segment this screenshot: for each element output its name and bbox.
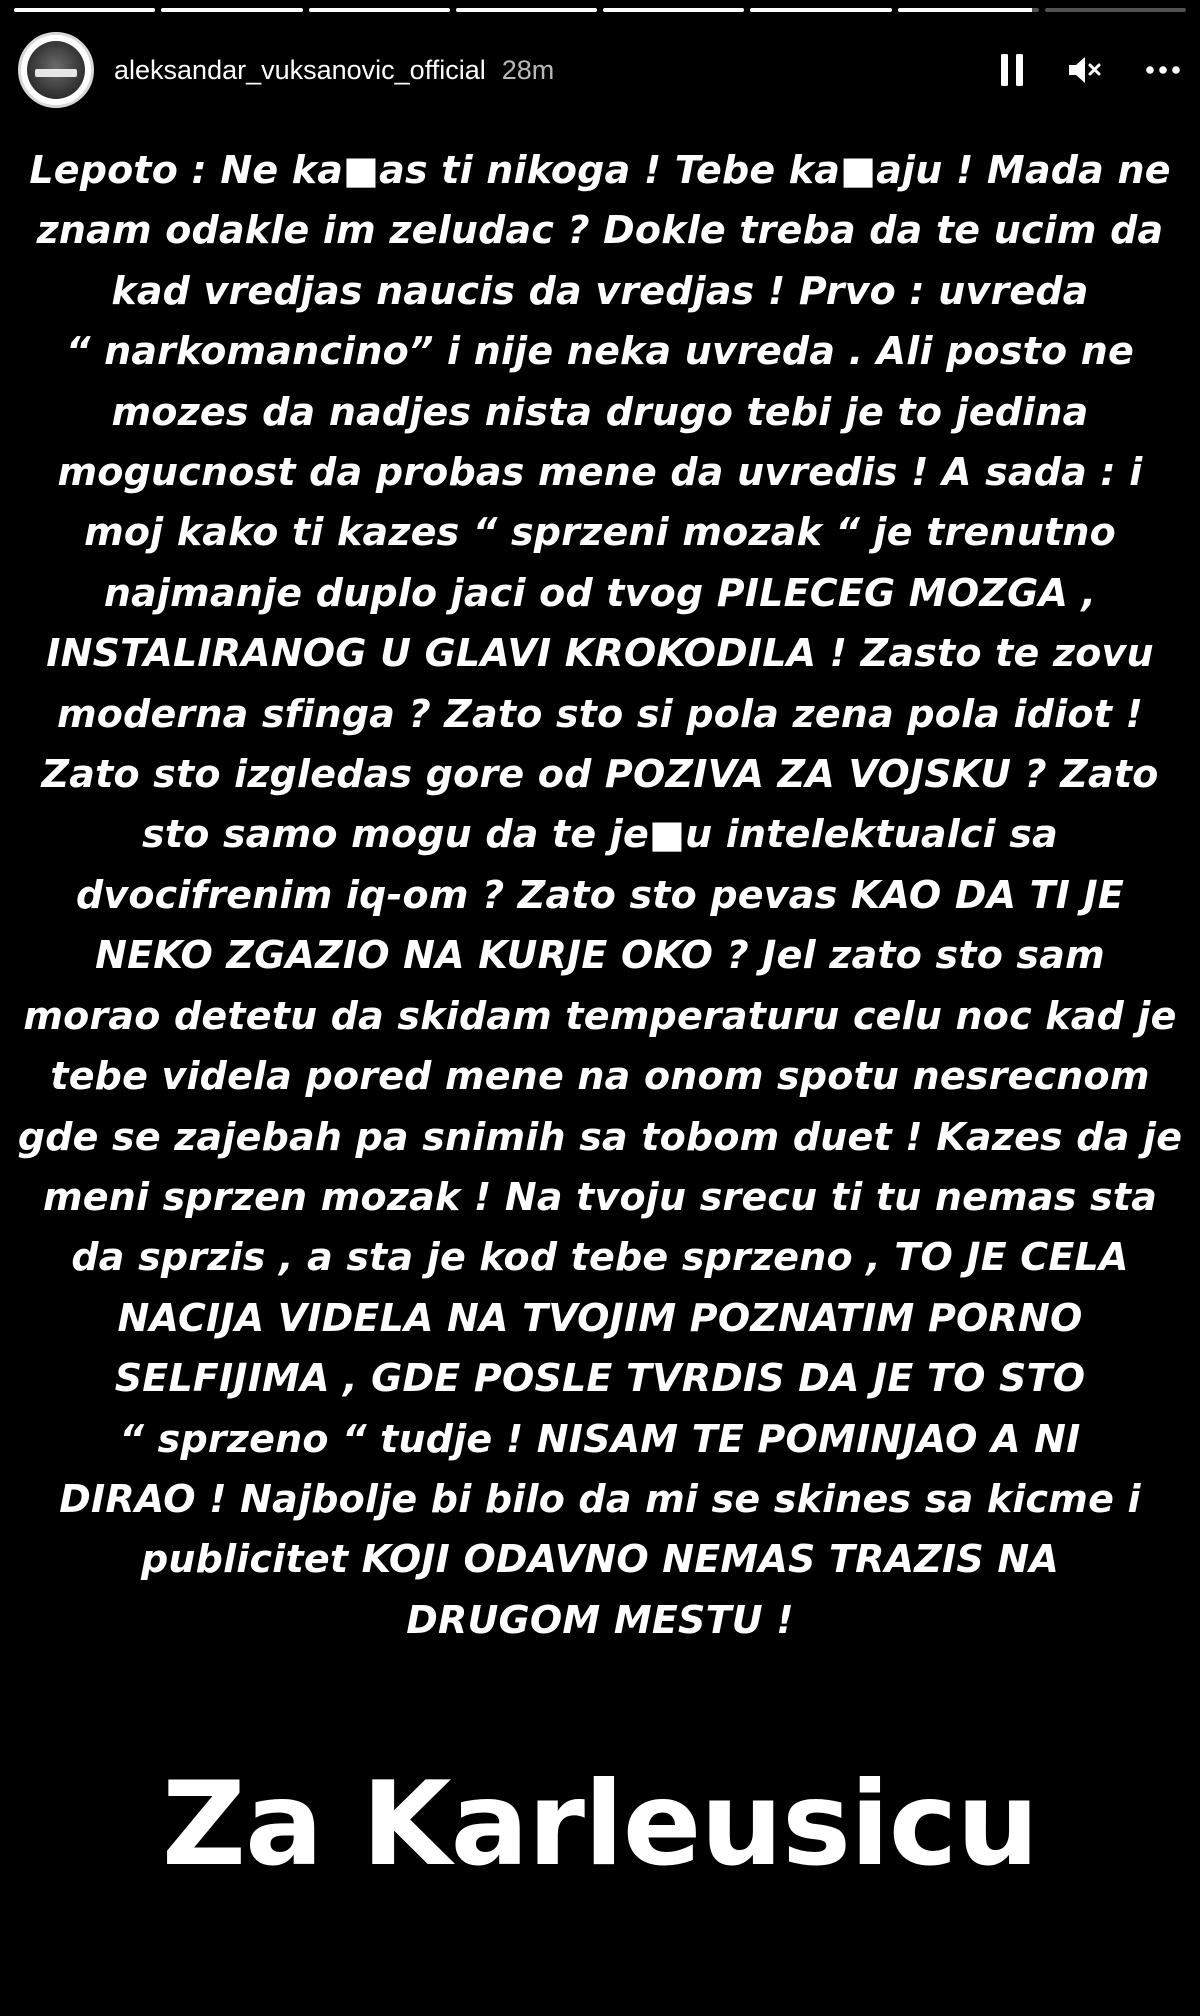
- story-header: [18, 30, 1180, 110]
- story-text-line: najmanje duplo jaci od tvog PILECEG MOZGA ,: [103, 570, 1097, 615]
- story-text-line: gde se zajebah pa snimih sa tobom duet ! Kazes da je: [17, 1114, 1183, 1159]
- story-text-line: morao detetu da skidam temperaturu celu noc kad je: [23, 993, 1177, 1038]
- story-text-line: da sprzis , a sta je kod tebe sprzeno , TO JE CELA: [71, 1235, 1129, 1280]
- progress-segment: [603, 8, 744, 12]
- story-text-line: INSTALIRANOG U GLAVI KROKODILA ! Zasto te zovu: [46, 631, 1154, 676]
- story-text-line: kad vredjas naucis da vredjas ! Prvo : uvreda: [111, 268, 1089, 313]
- progress-segment: [1045, 8, 1186, 12]
- story-text-line: DRUGOM MESTU !: [406, 1597, 794, 1642]
- story-text-line: “ narkomancino” i nije neka uvreda . Ali posto ne: [65, 329, 1134, 374]
- avatar[interactable]: [18, 32, 94, 108]
- story-text-line: SELFIJIMA , GDE POSLE TVRDIS DA JE TO STO: [114, 1356, 1086, 1401]
- story-text-line: meni sprzen mozak ! Na tvoju srecu ti tu nemas sta: [42, 1174, 1158, 1219]
- story-text-line: DIRAO ! Najbolje bi bilo da mi se skines sa kicme i: [59, 1476, 1141, 1521]
- story-controls: [1000, 53, 1180, 87]
- progress-segment: [161, 8, 302, 12]
- story-text-line: mogucnost da probas mene da uvredis ! A sada : i: [57, 450, 1143, 495]
- progress-segment: [14, 8, 155, 12]
- pause-icon[interactable]: [1000, 53, 1024, 87]
- story-progress-bar: [14, 8, 1186, 12]
- progress-segment: [898, 8, 1039, 12]
- story-text-line: tebe videla pored mene na onom spotu nesrecnom: [50, 1054, 1150, 1099]
- story-text: [0, 140, 1200, 1650]
- story-text-line: NACIJA VIDELA NA TVOJIM POZNATIM PORNO: [117, 1295, 1083, 1340]
- story-text-line: moderna sfinga ? Zato sto si pola zena pola idiot !: [56, 691, 1144, 736]
- progress-segment: [456, 8, 597, 12]
- story-text-line: Lepoto : Ne ka■as ti nikoga ! Tebe ka■aju ! Mada ne: [29, 148, 1171, 192]
- story-text-line: znam odakle im zeludac ? Dokle treba da te ucim da: [36, 208, 1164, 253]
- mute-icon[interactable]: [1068, 55, 1102, 85]
- story-text-line: sto samo mogu da te je■u intelektualci sa: [142, 812, 1058, 857]
- story-text-line: “ sprzeno “ tudje ! NISAM TE POMINJAO A NI: [119, 1416, 1081, 1461]
- story-text-line: mozes da nadjes nista drugo tebi je to jedina: [111, 389, 1089, 434]
- progress-segment: [309, 8, 450, 12]
- post-time: 28m: [501, 54, 555, 85]
- signature-text: Za Karleusicu: [161, 1757, 1039, 1892]
- story-text-line: Zato sto izgledas gore od POZIVA ZA VOJSKU ? Zato: [41, 752, 1159, 797]
- story-text-line: NEKO ZGAZIO NA KURJE OKO ? Jel zato sto sam: [95, 933, 1105, 978]
- story-text-line: moj kako ti kazes “ sprzeni mozak “ je trenutno: [84, 510, 1116, 555]
- progress-segment: [750, 8, 891, 12]
- story-text-line: publicitet KOJI ODAVNO NEMAS TRAZIS NA: [141, 1537, 1059, 1582]
- story-text-line: dvocifrenim iq-om ? Zato sto pevas KAO DA TI JE: [75, 872, 1125, 917]
- more-options-icon[interactable]: [1146, 65, 1180, 75]
- username[interactable]: aleksandar_vuksanovic_official: [114, 54, 486, 85]
